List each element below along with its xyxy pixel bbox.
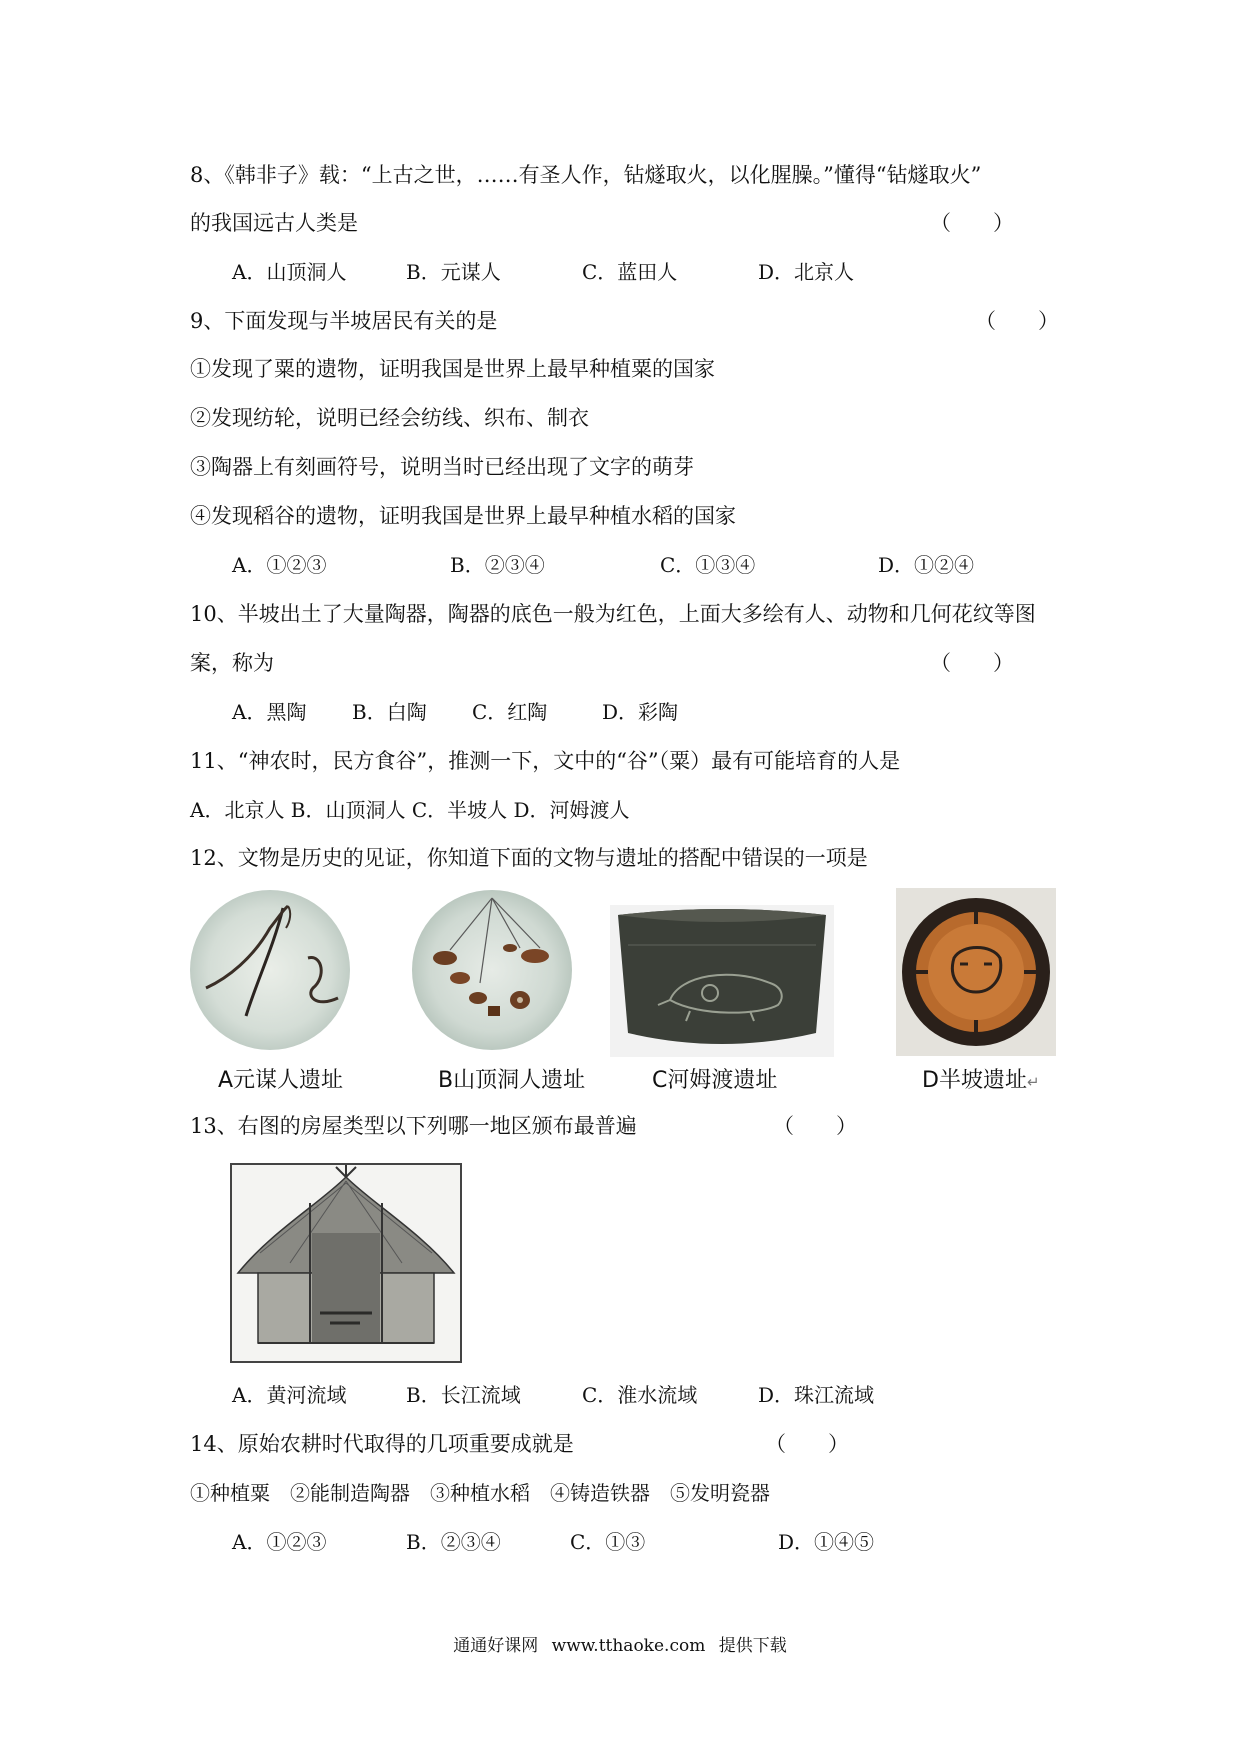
q14-option-a: A．①②③ <box>232 1530 327 1554</box>
necklace-image <box>410 888 574 1052</box>
q10-option-a: A．黑陶 <box>232 700 307 724</box>
q10-option-c: C．红陶 <box>472 700 548 724</box>
q13-option-b: B．长江流域 <box>406 1383 521 1407</box>
q12-caption-b: B山顶洞人遗址 <box>438 1068 586 1093</box>
q14-items: ①种植粟 ②能制造陶器 ③种植水稻 ④铸造铁器 ⑤发明瓷器 <box>190 1481 770 1505</box>
q9-option-d: D．①②④ <box>878 553 975 577</box>
q14-stem: 14、原始农耕时代取得的几项重要成就是 <box>190 1432 574 1456</box>
q8-option-a: A．山顶洞人 <box>232 260 347 284</box>
q10-option-d: D．彩陶 <box>602 700 679 724</box>
q8-option-b: B．元谋人 <box>406 260 501 284</box>
q9-answer-paren: （ ） <box>975 309 1059 333</box>
pig-pattern-bowl-image <box>610 905 834 1057</box>
return-mark: ↵ <box>1026 1073 1040 1091</box>
q8-stem-line1: 8、《韩非子》载：“上古之世，……有圣人作，钻燧取火，以化腥臊。”懂得“钻燧取火” <box>190 163 982 187</box>
q14-option-c: C．①③ <box>570 1530 646 1554</box>
q12-caption-d: D半坡遗址↵ <box>922 1068 1040 1093</box>
q8-option-c: C．蓝田人 <box>582 260 678 284</box>
q14-option-b: B．②③④ <box>406 1530 501 1554</box>
q8-answer-paren: （ ） <box>930 211 1014 235</box>
q14-answer-paren: （ ） <box>765 1432 849 1456</box>
q13-answer-paren: （ ） <box>773 1114 857 1138</box>
bone-needle-image <box>188 888 352 1052</box>
footer-suffix: 提供下载 <box>718 1636 787 1656</box>
q13-stem: 13、右图的房屋类型以下列哪一地区颁布最普遍 <box>190 1114 637 1138</box>
round-thatched-house-image <box>230 1163 462 1363</box>
q10-stem-line2: 案，称为 <box>190 651 274 675</box>
page-footer <box>0 1634 1240 1658</box>
footer-site-name: 通通好课网 <box>453 1636 539 1656</box>
q13-option-a: A．黄河流域 <box>232 1383 347 1407</box>
q10-option-b: B．白陶 <box>352 700 427 724</box>
q12-caption-a: A元谋人遗址 <box>218 1068 344 1093</box>
q14-option-d: D．①④⑤ <box>778 1530 875 1554</box>
q11-stem: 11、“神农时，民方食谷”，推测一下，文中的“谷”（粟）最有可能培育的人是 <box>190 749 901 773</box>
q9-option-b: B．②③④ <box>450 553 545 577</box>
painted-pottery-basin-image <box>896 888 1056 1056</box>
q12-caption-c: C河姆渡遗址 <box>652 1068 778 1093</box>
q13-option-c: C．淮水流域 <box>582 1383 698 1407</box>
q11-options: A．北京人 B．山顶洞人 C．半坡人 D．河姆渡人 <box>190 798 630 822</box>
q9-item-4: ④发现稻谷的遗物，证明我国是世界上最早种植水稻的国家 <box>190 504 736 528</box>
q9-stem: 9、下面发现与半坡居民有关的是 <box>190 309 498 333</box>
q8-option-d: D．北京人 <box>758 260 855 284</box>
q8-stem-line2: 的我国远古人类是 <box>190 211 358 235</box>
q10-stem-line1: 10、半坡出土了大量陶器，陶器的底色一般为红色，上面大多绘有人、动物和几何花纹等图 <box>190 602 1036 626</box>
q9-item-2: ②发现纺轮，说明已经会纺线、织布、制衣 <box>190 406 589 430</box>
footer-url: www.tthaoke.com <box>551 1636 706 1656</box>
q9-option-a: A．①②③ <box>232 553 327 577</box>
q12-stem: 12、文物是历史的见证，你知道下面的文物与遗址的搭配中错误的一项是 <box>190 846 868 870</box>
q10-answer-paren: （ ） <box>930 651 1014 675</box>
q9-item-1: ①发现了粟的遗物，证明我国是世界上最早种植粟的国家 <box>190 357 715 381</box>
q9-option-c: C．①③④ <box>660 553 756 577</box>
q13-option-d: D．珠江流域 <box>758 1383 875 1407</box>
q9-item-3: ③陶器上有刻画符号，说明当时已经出现了文字的萌芽 <box>190 455 694 479</box>
